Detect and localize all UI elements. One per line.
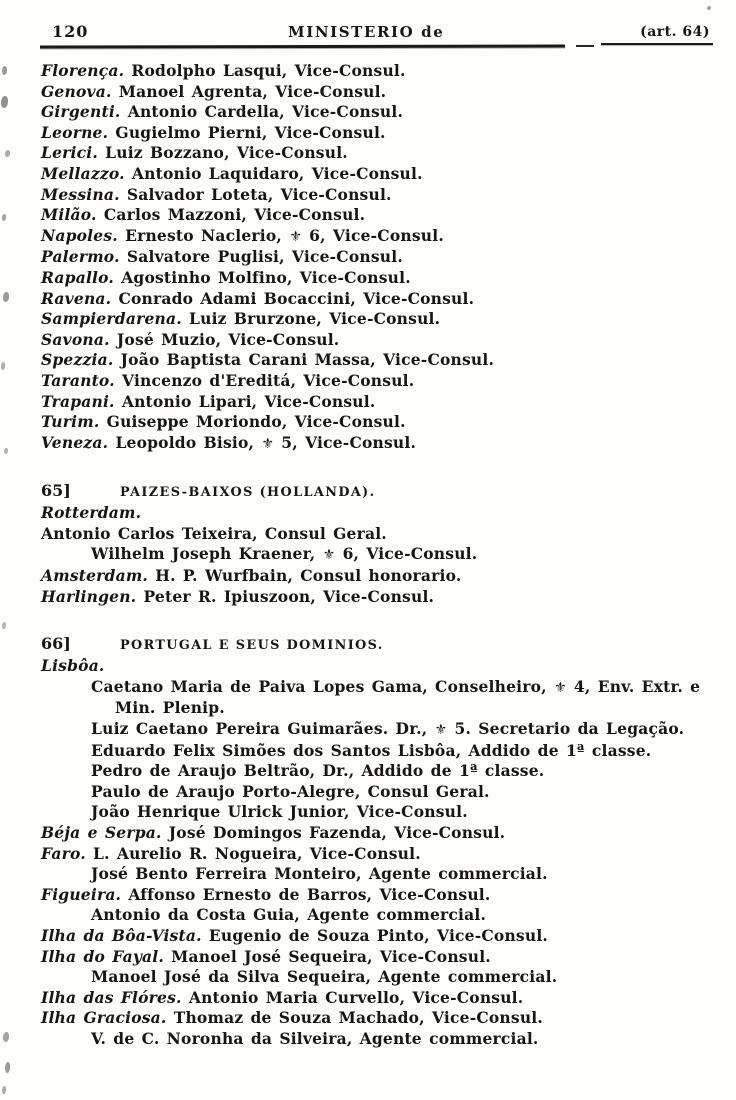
entry-line: [41, 82, 720, 103]
place-name: Milão.: [41, 205, 97, 225]
entry-text: Affonso Ernesto de Barros, Vice-Consul.: [121, 884, 491, 904]
entry-text: Salvador Loteta, Vice-Consul.: [119, 184, 392, 204]
place-name: Rapallo.: [41, 267, 114, 287]
entry-line: [41, 143, 720, 164]
entry-line: [41, 123, 720, 144]
place-name: Sampierdarena.: [41, 309, 182, 329]
order-medal-icon: ⚜: [289, 228, 302, 245]
entry-text: Luiz Bozzano, Vice-Consul.: [97, 143, 348, 163]
place-name: Florença.: [41, 61, 125, 80]
entry-text: Ernesto Naclerio,: [117, 225, 290, 245]
entry-line: [41, 226, 720, 248]
section-number: 65]: [41, 481, 71, 501]
place-name: Ilha da Bôa-Vista.: [41, 925, 202, 945]
entry-line: [41, 656, 720, 677]
scan-artifact: [2, 66, 7, 75]
entry-line: [41, 247, 720, 268]
entry-line: [41, 1008, 720, 1029]
section-title: PORTUGAL E SEUS DOMINIOS.: [120, 638, 384, 654]
entry-text: 6, Vice-Consul.: [301, 225, 444, 245]
section-65-paizes-baixos: [41, 480, 720, 607]
entry-text: V. de C. Noronha da Silveira, Agente commercial.: [91, 1028, 539, 1048]
order-medal-icon: ⚜: [322, 547, 336, 564]
scan-artifact: [1, 96, 8, 108]
place-name: Faro.: [41, 843, 86, 863]
order-medal-icon: ⚜: [434, 722, 448, 739]
place-name: Messina.: [41, 184, 120, 204]
place-name: Béja e Serpa.: [41, 823, 162, 842]
entry-text: Peter R. Ipiuszoon, Vice-Consul.: [136, 586, 435, 606]
entry-text: Carlos Mazzoni, Vice-Consul.: [96, 205, 366, 225]
place-name: Napoles.: [41, 225, 118, 245]
section-66-portugal: [41, 633, 720, 1049]
entry-line: [41, 185, 720, 206]
entry-text: Luiz Caetano Pereira Guimarães. Dr.,: [91, 719, 435, 739]
place-name: Savona.: [41, 329, 110, 349]
entry-text: Conrado Adami Bocaccini, Vice-Consul.: [111, 288, 475, 308]
entry-text: Min. Plenip.: [115, 698, 225, 718]
place-name: Rotterdam.: [41, 503, 142, 523]
entry-text: Leopoldo Bisio,: [108, 432, 262, 452]
entry-line: [41, 988, 720, 1009]
entry-text: Eduardo Felix Simões dos Santos Lisbôa, Addido de 1ª classe.: [91, 740, 652, 760]
entry-text: Antonio Cardella, Vice-Consul.: [120, 102, 404, 122]
entry-line: [41, 289, 720, 310]
entry-line: [41, 371, 720, 392]
entry-line: [41, 102, 720, 123]
place-name: Lerici.: [41, 143, 98, 163]
entry-text: Antonio da Costa Guia, Agente commercial.: [91, 905, 487, 925]
entry-text: L. Aurelio R. Nogueira, Vice-Consul.: [85, 843, 421, 863]
italy-vice-consuls-list: [41, 61, 720, 454]
entry-text: 5. Secretario da Legação.: [447, 719, 685, 739]
entry-line: [41, 412, 720, 433]
scan-artifact: [5, 1062, 10, 1073]
entry-text: Antonio Carlos Teixeira, Consul Geral.: [41, 523, 387, 543]
entry-line: [41, 268, 720, 289]
entry-text: Rodolpho Lasqui, Vice-Consul.: [124, 61, 406, 80]
entry-text: Eugenio de Souza Pinto, Vice-Consul.: [201, 925, 548, 945]
header-rule: [40, 44, 565, 48]
entry-line: [41, 164, 720, 185]
page-number: 120: [52, 22, 89, 41]
entry-text: Gugielmo Pierni, Vice-Consul.: [108, 122, 386, 142]
entry-line: [41, 926, 720, 947]
entry-text: João Baptista Carani Massa, Vice-Consul.: [113, 350, 495, 370]
place-name: Trapani.: [41, 391, 115, 411]
entry-line: [41, 524, 720, 545]
entry-line: [41, 566, 720, 587]
place-name: Figueira.: [41, 884, 122, 904]
place-name: Palermo.: [41, 247, 120, 267]
article-reference: (art. 64): [640, 24, 710, 40]
place-name: Harlingen.: [41, 586, 137, 606]
entry-text: Pedro de Araujo Beltrão, Dr., Addido de 1ª classe.: [91, 761, 545, 781]
scan-artifact: [4, 448, 8, 454]
section-number: 66]: [41, 634, 71, 654]
entry-text: Agostinho Molfino, Vice-Consul.: [114, 267, 411, 287]
entry-line: [41, 905, 720, 926]
entry-text: Antonio Maria Curvello, Vice-Consul.: [181, 987, 524, 1007]
place-name: Mellazzo.: [41, 163, 125, 183]
entry-text: Thomaz de Souza Machado, Vice-Consul.: [166, 1008, 543, 1028]
place-name: Spezzia.: [41, 350, 114, 370]
entry-text: José Bento Ferreira Monteiro, Agente commercial.: [91, 864, 548, 884]
entry-text: José Domingos Fazenda, Vice-Consul.: [161, 823, 506, 842]
entry-line: [41, 967, 720, 988]
scan-artifact: [2, 622, 6, 629]
scan-artifact: [1, 362, 5, 370]
entry-line: [41, 844, 720, 865]
entry-text: 5, Vice-Consul.: [274, 432, 417, 452]
scan-artifact: [707, 6, 711, 10]
place-name: Lisbôa.: [41, 656, 105, 676]
entry-text: 6, Vice-Consul.: [335, 544, 478, 564]
header-rule-dash: [576, 45, 594, 47]
place-name: Amsterdam.: [41, 566, 149, 586]
entry-line: [41, 587, 720, 608]
entry-line: [41, 433, 720, 455]
place-name: Leorne.: [41, 122, 109, 142]
entry-text: Vincenzo d'Ereditá, Vice-Consul.: [114, 370, 415, 390]
entry-line: [41, 503, 720, 524]
order-medal-icon: ⚜: [553, 679, 567, 696]
entry-text: Salvatore Puglisi, Vice-Consul.: [119, 247, 403, 267]
entry-text: Manoel José Sequeira, Vice-Consul.: [163, 946, 491, 966]
entry-line: [41, 802, 720, 823]
entry-line: [41, 864, 720, 885]
section-title: PAIZES-BAIXOS (HOLLANDA).: [120, 485, 376, 501]
entry-text: Luiz Brurzone, Vice-Consul.: [181, 309, 441, 329]
scan-artifact: [3, 292, 9, 302]
place-name: Ilha do Fayal.: [41, 946, 164, 966]
entry-text: Antonio Laquidaro, Vice-Consul.: [124, 163, 423, 183]
entry-line: [41, 823, 720, 844]
entry-line: [41, 719, 720, 741]
place-name: Girgenti.: [41, 102, 121, 122]
entry-text: Antonio Lipari, Vice-Consul.: [114, 391, 376, 411]
entry-line: [41, 309, 720, 330]
entry-line: [41, 698, 720, 719]
entry-line: [41, 761, 720, 782]
entry-text: José Muzio, Vice-Consul.: [109, 329, 340, 349]
entry-text: Guiseppe Moriondo, Vice-Consul.: [99, 412, 406, 432]
entry-line: [41, 947, 720, 968]
entry-text: Wilhelm Joseph Kraener,: [91, 544, 323, 564]
entry-line: [41, 544, 720, 566]
entry-text: Manoel José da Silva Sequeira, Agente commercial.: [91, 967, 558, 987]
entry-text: João Henrique Ulrick Junior, Vice-Consul.: [91, 802, 468, 822]
entry-text: 4, Env. Extr. e: [566, 676, 701, 696]
section-heading: [41, 633, 720, 656]
place-name: Ravena.: [41, 288, 112, 308]
entry-line: [41, 741, 720, 762]
place-name: Veneza.: [41, 432, 109, 452]
place-name: Genova.: [41, 81, 112, 101]
page-content: [41, 61, 720, 1050]
order-medal-icon: ⚜: [261, 435, 275, 452]
place-name: Ilha Graciosa.: [41, 1008, 167, 1028]
entry-line: [41, 205, 720, 226]
entry-line: [41, 677, 720, 699]
scan-artifact: [5, 150, 10, 157]
entry-line: [41, 782, 720, 803]
entry-text: Paulo de Araujo Porto-Alegre, Consul Geral.: [91, 781, 490, 801]
place-name: Ilha das Flóres.: [41, 987, 182, 1007]
scan-artifact: [2, 1086, 6, 1094]
entry-line: [41, 1029, 720, 1050]
header-rule-right: [601, 43, 713, 45]
page-header: [0, 22, 736, 44]
scan-artifact: [2, 214, 6, 221]
entry-line: [41, 350, 720, 371]
entry-line: [41, 61, 720, 82]
section-heading: [41, 480, 720, 503]
entry-line: [41, 885, 720, 906]
entry-line: [41, 330, 720, 351]
entry-text: H. P. Wurfbain, Consul honorario.: [148, 566, 462, 586]
entry-line: [41, 392, 720, 413]
entry-text: Caetano Maria de Paiva Lopes Gama, Conselheiro,: [91, 676, 554, 696]
entry-text: Manoel Agrenta, Vice-Consul.: [111, 81, 387, 101]
place-name: Taranto.: [41, 370, 115, 390]
running-title: MINISTERIO de: [288, 23, 445, 41]
scan-artifact: [3, 1032, 9, 1042]
place-name: Turim.: [41, 412, 100, 432]
